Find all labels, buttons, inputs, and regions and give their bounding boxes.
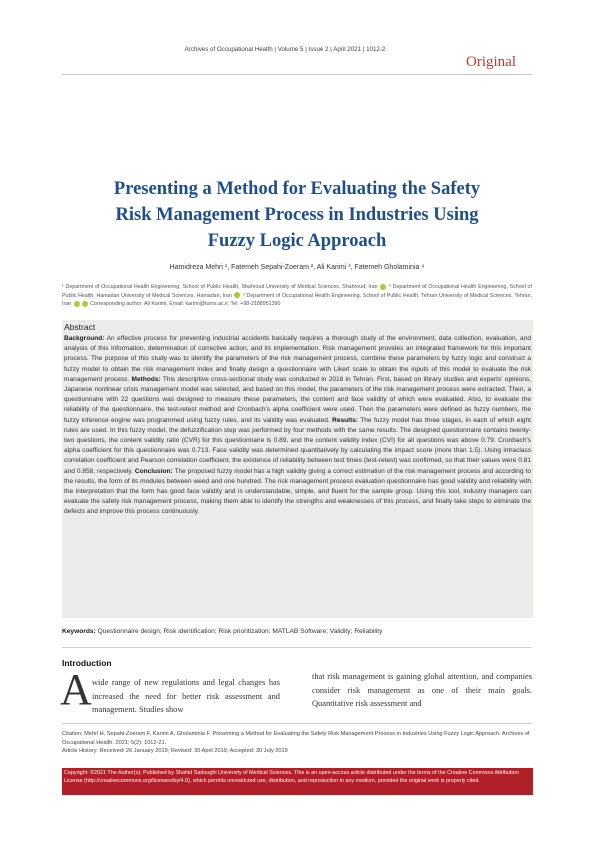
orcid-icon[interactable] bbox=[74, 301, 80, 307]
affiliations bbox=[62, 283, 532, 309]
citation-text: Citation: Mehri H, Sepahi-Zoeram F, Karimi A, Gholaminia F. Presenting a Method for Evaluating the Safety Risk Management Process in Industries Using Fuzzy Logic Approach. Archives of Occupational Health. 2021; 5(2): 1012-21. bbox=[62, 731, 530, 746]
methods-text: This descriptive cross-sectional study was conducted in 2018 in Tehran. First, based on library studies and experts' opinions, Japanese nonlinear crisis management model was selected, and based on this model, the parameters of the risk management process were extracted. Then, a questionnaire with 22 questions was designed to measure these parameters, the content and face validity of which were evaluated. Also, to evaluate the reliability of the questionnaire, the test-retest method and Cronbach's alpha coefficient were used. Then the parameters were defined as fuzzy numbers, the fuzzy inference engine was programmed using fuzzy rules, and its validity was evaluated. bbox=[64, 375, 532, 424]
introduction-heading: Introduction bbox=[62, 658, 112, 668]
corresponding-author: Corresponding author: Ali Karimi, Email: karimi@tums.ac.ir, Tel: +98-2188951390 bbox=[90, 301, 281, 308]
title-line-2: Risk Management Process in Industries Using bbox=[115, 205, 479, 225]
abstract-text bbox=[64, 334, 531, 518]
keywords-text: Questionnaire design; Risk identification; Risk prioritization; MATLAB Software; Validity; Reliability bbox=[97, 628, 383, 635]
author-list: Hamidreza Mehri ¹, Fatemeh Sepahi-Zoeram ², Ali Karimi ³, Fatemeh Gholaminia ⁴ bbox=[169, 264, 425, 271]
affiliation-2: ² Department of Occupational Health Engineering, School of Public Health, Hamadan University of Medical Sciences, Hamadan, Iran bbox=[62, 284, 532, 299]
citation-divider bbox=[62, 723, 532, 724]
background-label: Background: bbox=[64, 335, 105, 342]
keywords bbox=[62, 628, 532, 635]
header-divider bbox=[62, 74, 532, 75]
citation-block bbox=[62, 730, 532, 756]
orcid-icon[interactable] bbox=[234, 292, 240, 298]
background-text: An effective process for preventing industrial accidents basically requires a thorough study of the environment, data collection, evaluation, and analysis of this information, determination of corrective action, and its implementation. Risk management provides an integrated framework for this important process. The purpose of this study was to identify the parameters of the risk management process, combine these parameters by fuzzy logic and construct a fuzzy model to obtain the risk management index and finally design a questionnaire with Likert scale to obtain the inputs of this model to evaluate the risk management process. bbox=[64, 335, 531, 383]
intro-column-2: that risk management is gaining global attention, and companies consider risk management as one of their main goals. Quantitative risk assessment and bbox=[312, 672, 532, 708]
intro-column-1: wide range of new regulations and legal changes has increased the need for better risk assessment and management. Studies show bbox=[92, 678, 280, 714]
conclusion-text: The proposed fuzzy model has a high validity giving a correct estimation of the risk management process and according to the results, the form of its modules between weed and one hundred. The risk management process evaluation questionnaire has good validity and reliability with the interpretation that the form has good face validity and is understandable, simple, and fluent for the sample group. Using this tool, industry managers can evaluate the safety risk management process, making them able to identify the strengths and weaknesses of this process, and finally take steps to eliminate the defects and improve this process continuously. bbox=[64, 467, 531, 516]
keywords-label: Keywords: bbox=[62, 628, 96, 635]
affiliation-3: ³ Department of Occupational Health Engineering, School of Public Health, Tehran University of Medical Sciences, Tehran, Iran bbox=[62, 292, 532, 308]
journal-header-line: Archives of Occupational Health | Volume 5 | Issue 2 | April 2021 | 1012-2 bbox=[184, 46, 386, 53]
results-label: Results: bbox=[332, 416, 358, 424]
title-line-3: Fuzzy Logic Approach bbox=[207, 231, 387, 251]
affiliation-1: ¹ Department of Occupational Health Engineering, School of Public Health, Shahroud University of Medical Sciences, Shahroud, Iran bbox=[62, 284, 378, 290]
title-line-1: Presenting a Method for Evaluating the Safety bbox=[113, 179, 481, 199]
drop-cap: A bbox=[60, 665, 92, 714]
article-history: Article History: Received: 26 January 2019; Revised: 30 April 2019; Accepted: 30 July 2019 bbox=[62, 748, 288, 755]
keywords-divider bbox=[62, 647, 532, 648]
paper-title bbox=[62, 176, 532, 254]
orcid-icon[interactable] bbox=[380, 284, 386, 290]
abstract-heading: Abstract bbox=[64, 322, 96, 332]
article-type-badge: Original bbox=[466, 54, 516, 70]
results-text: The fuzzy model has three stages, in each of which eight rules are used. In this fuzzy model, the defuzzification step was performed by four methods with the same results. The designed questionnaire contains twenty-two questions, the content validity ratio (CVR) for this questionnaire is 0.89, and the content validity index (CVI) for all questions was above 0.79. Cronbach's alpha coefficient for this questionnaire was 0.713. Face validity was determined quantitatively by calculating the impact score (more than 1.5). Using intraclass correlation coefficient and Pearson correlation coefficient, the existence of reliability between test times (test-retest) was confirmed, so that their values were 0.81 and 0.858, respectively. bbox=[64, 416, 531, 475]
conclusion-label: Conclusion: bbox=[134, 467, 173, 475]
orcid-icon[interactable] bbox=[82, 301, 88, 307]
methods-label: Methods: bbox=[131, 375, 161, 383]
copyright-text: Copyright: ©2021 The Author(s); Published by Shahid Sadoughi University of Medical Sciences. This is an open-access article distributed under the terms of the Creative Commons Attribution License (http://creativecommons.org/licenses/by/4.0), which permits unrestricted use, distribution, and reproduction in any medium, provided the original work is properly cited. bbox=[64, 770, 519, 785]
